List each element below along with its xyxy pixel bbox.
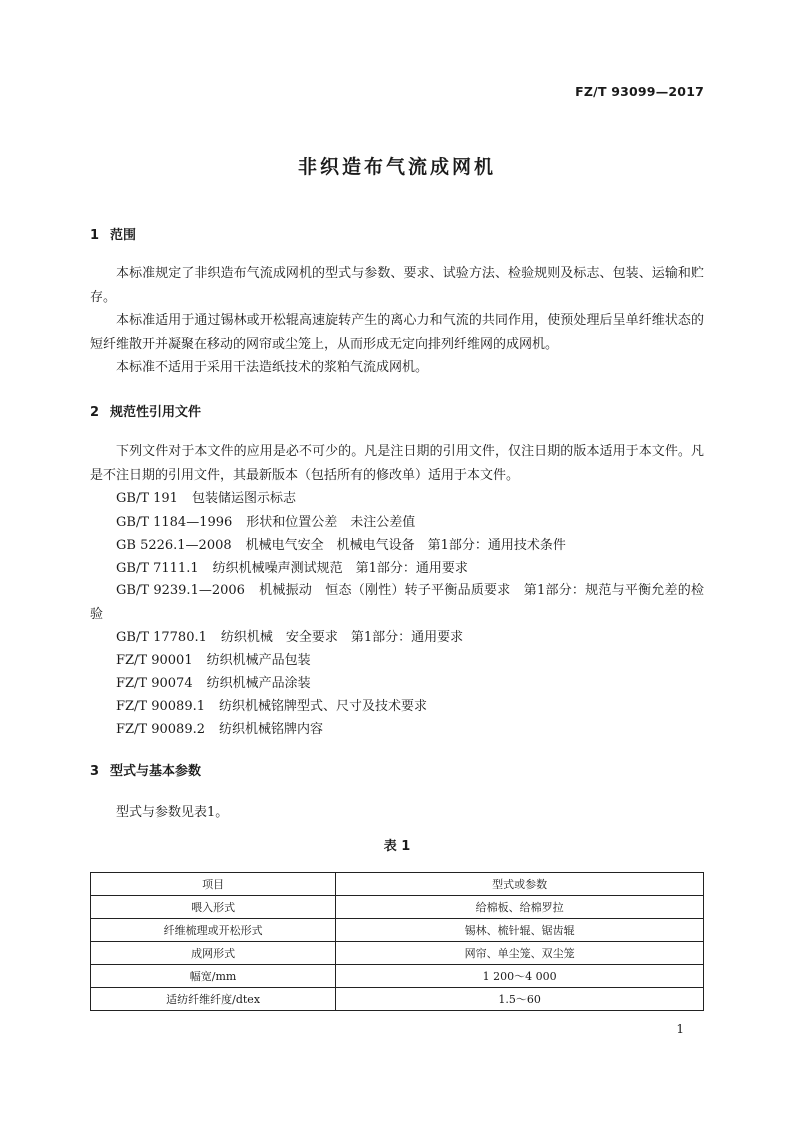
table-reference-text: 型式与参数见表1。 bbox=[116, 805, 229, 820]
reference-code: GB 5226.1—2008 bbox=[116, 538, 232, 553]
reference-title: 纺织机械铭牌型式、尺寸及技术要求 bbox=[219, 699, 428, 714]
reference-title: 形状和位置公差 未注公差值 bbox=[246, 515, 416, 530]
reference-title: 纺织机械产品包装 bbox=[206, 653, 311, 668]
row-value: 网帘、单尘笼、双尘笼 bbox=[336, 942, 704, 965]
reference-code: FZ/T 90001 bbox=[116, 653, 193, 668]
reference-code: GB/T 191 bbox=[116, 491, 178, 506]
row-item: 适纺纤维纤度/dtex bbox=[91, 988, 336, 1011]
section-number: 3 bbox=[90, 764, 100, 779]
reference-title: 纺织机械 安全要求 第1部分：通用要求 bbox=[220, 630, 464, 645]
standard-code: FZ/T 93099—2017 bbox=[575, 84, 704, 99]
reference-item bbox=[116, 626, 463, 645]
table-row bbox=[91, 988, 704, 1011]
reference-title: 纺织机械噪声测试规范 第1部分：通用要求 bbox=[212, 561, 468, 576]
section-title: 规范性引用文件 bbox=[110, 405, 202, 420]
scope-paragraph-3: 本标准不适用于采用干法造纸技术的浆粕气流成网机。 bbox=[116, 360, 429, 375]
row-value: 1 200～4 000 bbox=[336, 965, 704, 988]
row-value: 锡林、梳针辊、锯齿辊 bbox=[336, 919, 704, 942]
section-number: 1 bbox=[90, 228, 100, 243]
table-row bbox=[91, 919, 704, 942]
reference-title: 纺织机械产品涂装 bbox=[206, 676, 311, 691]
section-number: 2 bbox=[90, 405, 100, 420]
document-title: 非织造布气流成网机 bbox=[297, 156, 496, 178]
parameter-table bbox=[90, 872, 704, 1011]
header-value: 型式或参数 bbox=[336, 873, 704, 896]
reference-item bbox=[116, 649, 311, 668]
section-3-heading bbox=[90, 760, 201, 779]
reference-title: 机械振动 恒态（刚性）转子平衡品质要求 第1部分：规范与平衡允差的检验 bbox=[90, 583, 704, 622]
reference-title: 包装储运图示标志 bbox=[191, 491, 296, 506]
reference-code: FZ/T 90089.2 bbox=[116, 722, 205, 737]
row-item: 喂入形式 bbox=[91, 896, 336, 919]
reference-item bbox=[116, 511, 415, 530]
reference-item bbox=[116, 672, 311, 691]
section-title: 范围 bbox=[110, 228, 137, 243]
reference-code: FZ/T 90089.1 bbox=[116, 699, 205, 714]
reference-code: GB/T 17780.1 bbox=[116, 630, 207, 645]
reference-title: 纺织机械铭牌内容 bbox=[219, 722, 324, 737]
reference-item bbox=[116, 718, 323, 737]
scope-paragraph-2: 本标准适用于通过锡林或开松辊高速旋转产生的离心力和气流的共同作用，使预处理后呈单纤维状态的短纤维散开并凝聚在移动的网帘或尘笼上，从而形成无定向排列纤维网的成网机。 bbox=[90, 313, 704, 352]
reference-item bbox=[116, 534, 566, 553]
reference-code: GB/T 1184—1996 bbox=[116, 515, 233, 530]
table-row bbox=[91, 942, 704, 965]
reference-item bbox=[90, 579, 704, 626]
row-value: 给棉板、给棉罗拉 bbox=[336, 896, 704, 919]
table-header-row bbox=[91, 873, 704, 896]
scope-paragraph-1: 本标准规定了非织造布气流成网机的型式与参数、要求、试验方法、检验规则及标志、包装、运输和贮存。 bbox=[90, 266, 704, 305]
row-value: 1.5～60 bbox=[336, 988, 704, 1011]
section-title: 型式与基本参数 bbox=[110, 764, 202, 779]
reference-item bbox=[116, 557, 468, 576]
section-2-heading bbox=[90, 401, 201, 420]
row-item: 成网形式 bbox=[91, 942, 336, 965]
reference-item bbox=[116, 695, 427, 714]
reference-code: GB/T 9239.1—2006 bbox=[116, 583, 245, 598]
section-1-heading bbox=[90, 224, 136, 243]
table-row bbox=[91, 965, 704, 988]
reference-item bbox=[116, 487, 296, 506]
table-row bbox=[91, 896, 704, 919]
row-item: 幅宽/mm bbox=[91, 965, 336, 988]
reference-code: GB/T 7111.1 bbox=[116, 561, 199, 576]
reference-title: 机械电气安全 机械电气设备 第1部分：通用技术条件 bbox=[245, 538, 566, 553]
header-item: 项目 bbox=[91, 873, 336, 896]
row-item: 纤维梳理或开松形式 bbox=[91, 919, 336, 942]
page-number: 1 bbox=[676, 1022, 684, 1036]
table-caption: 表 1 bbox=[383, 839, 411, 854]
references-intro: 下列文件对于本文件的应用是必不可少的。凡是注日期的引用文件，仅注日期的版本适用于本文件。凡是不注日期的引用文件，其最新版本（包括所有的修改单）适用于本文件。 bbox=[90, 444, 704, 483]
reference-code: FZ/T 90074 bbox=[116, 676, 193, 691]
